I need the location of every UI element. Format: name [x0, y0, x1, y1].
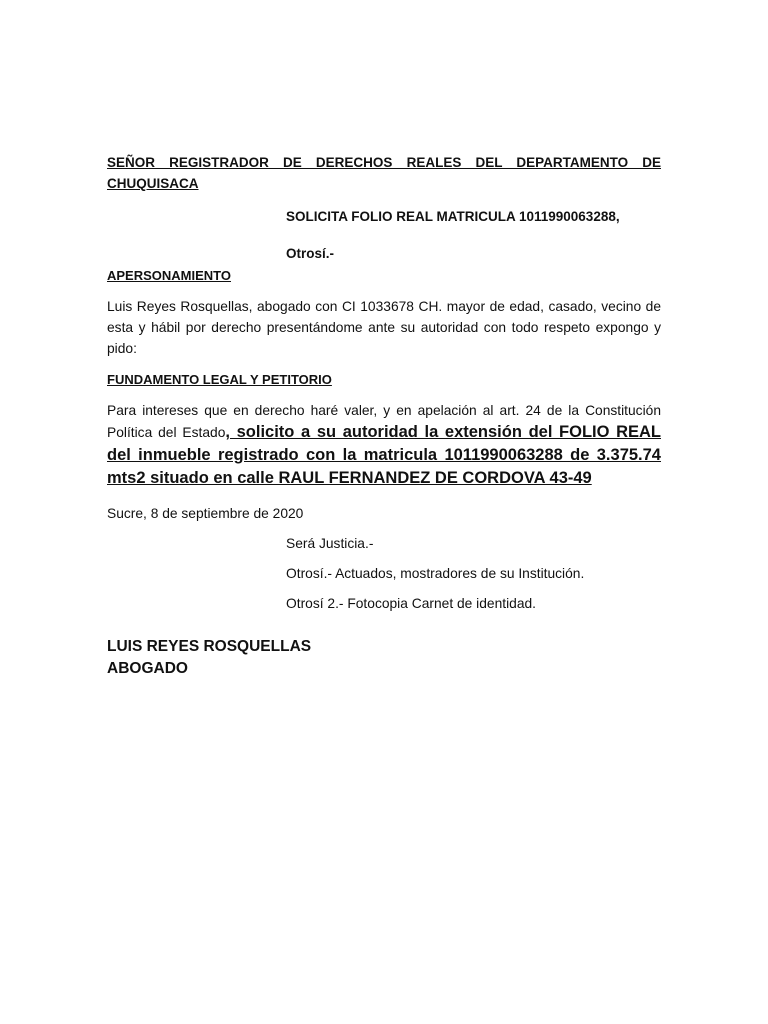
closing-justice: Será Justicia.-	[286, 536, 374, 551]
document-body	[107, 152, 661, 680]
place-and-date: Sucre, 8 de septiembre de 2020	[107, 506, 304, 521]
petition-intro: Para intereses que en derecho haré valer, y en apelación al art. 24 de la Constitución Política del Estado	[107, 403, 661, 440]
signature-name: LUIS REYES ROSQUELLAS	[107, 638, 312, 655]
appearance-paragraph: Luis Reyes Rosquellas, abogado con CI 1033678 CH. mayor de edad, casado, vecino de esta y hábil por derecho presentándome ante su autoridad con todo respeto expongo y pido:	[107, 299, 661, 356]
appearance-heading: APERSONAMIENTO	[107, 268, 231, 283]
closing-otrosi-1: Otrosí.- Actuados, mostradores de su Institución.	[286, 566, 585, 581]
addressee: SEÑOR REGISTRADOR DE DERECHOS REALES DEL DEPARTAMENTO DE CHUQUISACA	[107, 155, 661, 191]
otrosi-heading: Otrosí.-	[286, 246, 335, 261]
subject-line: SOLICITA FOLIO REAL MATRICULA 1011990063288,	[286, 209, 620, 224]
closing-otrosi-2: Otrosí 2.- Fotocopia Carnet de identidad.	[286, 596, 537, 611]
signature-title: ABOGADO	[107, 660, 188, 677]
petition-paragraph	[107, 400, 661, 490]
petition-request: , solicito a su autoridad la extensión del FOLIO REAL del inmueble registrado con la matricula 1011990063288 de 3.375.74 mts2 situado en calle RAUL FERNANDEZ DE CORDOVA 43-49	[107, 423, 661, 487]
legal-basis-heading: FUNDAMENTO LEGAL Y PETITORIO	[107, 372, 332, 387]
